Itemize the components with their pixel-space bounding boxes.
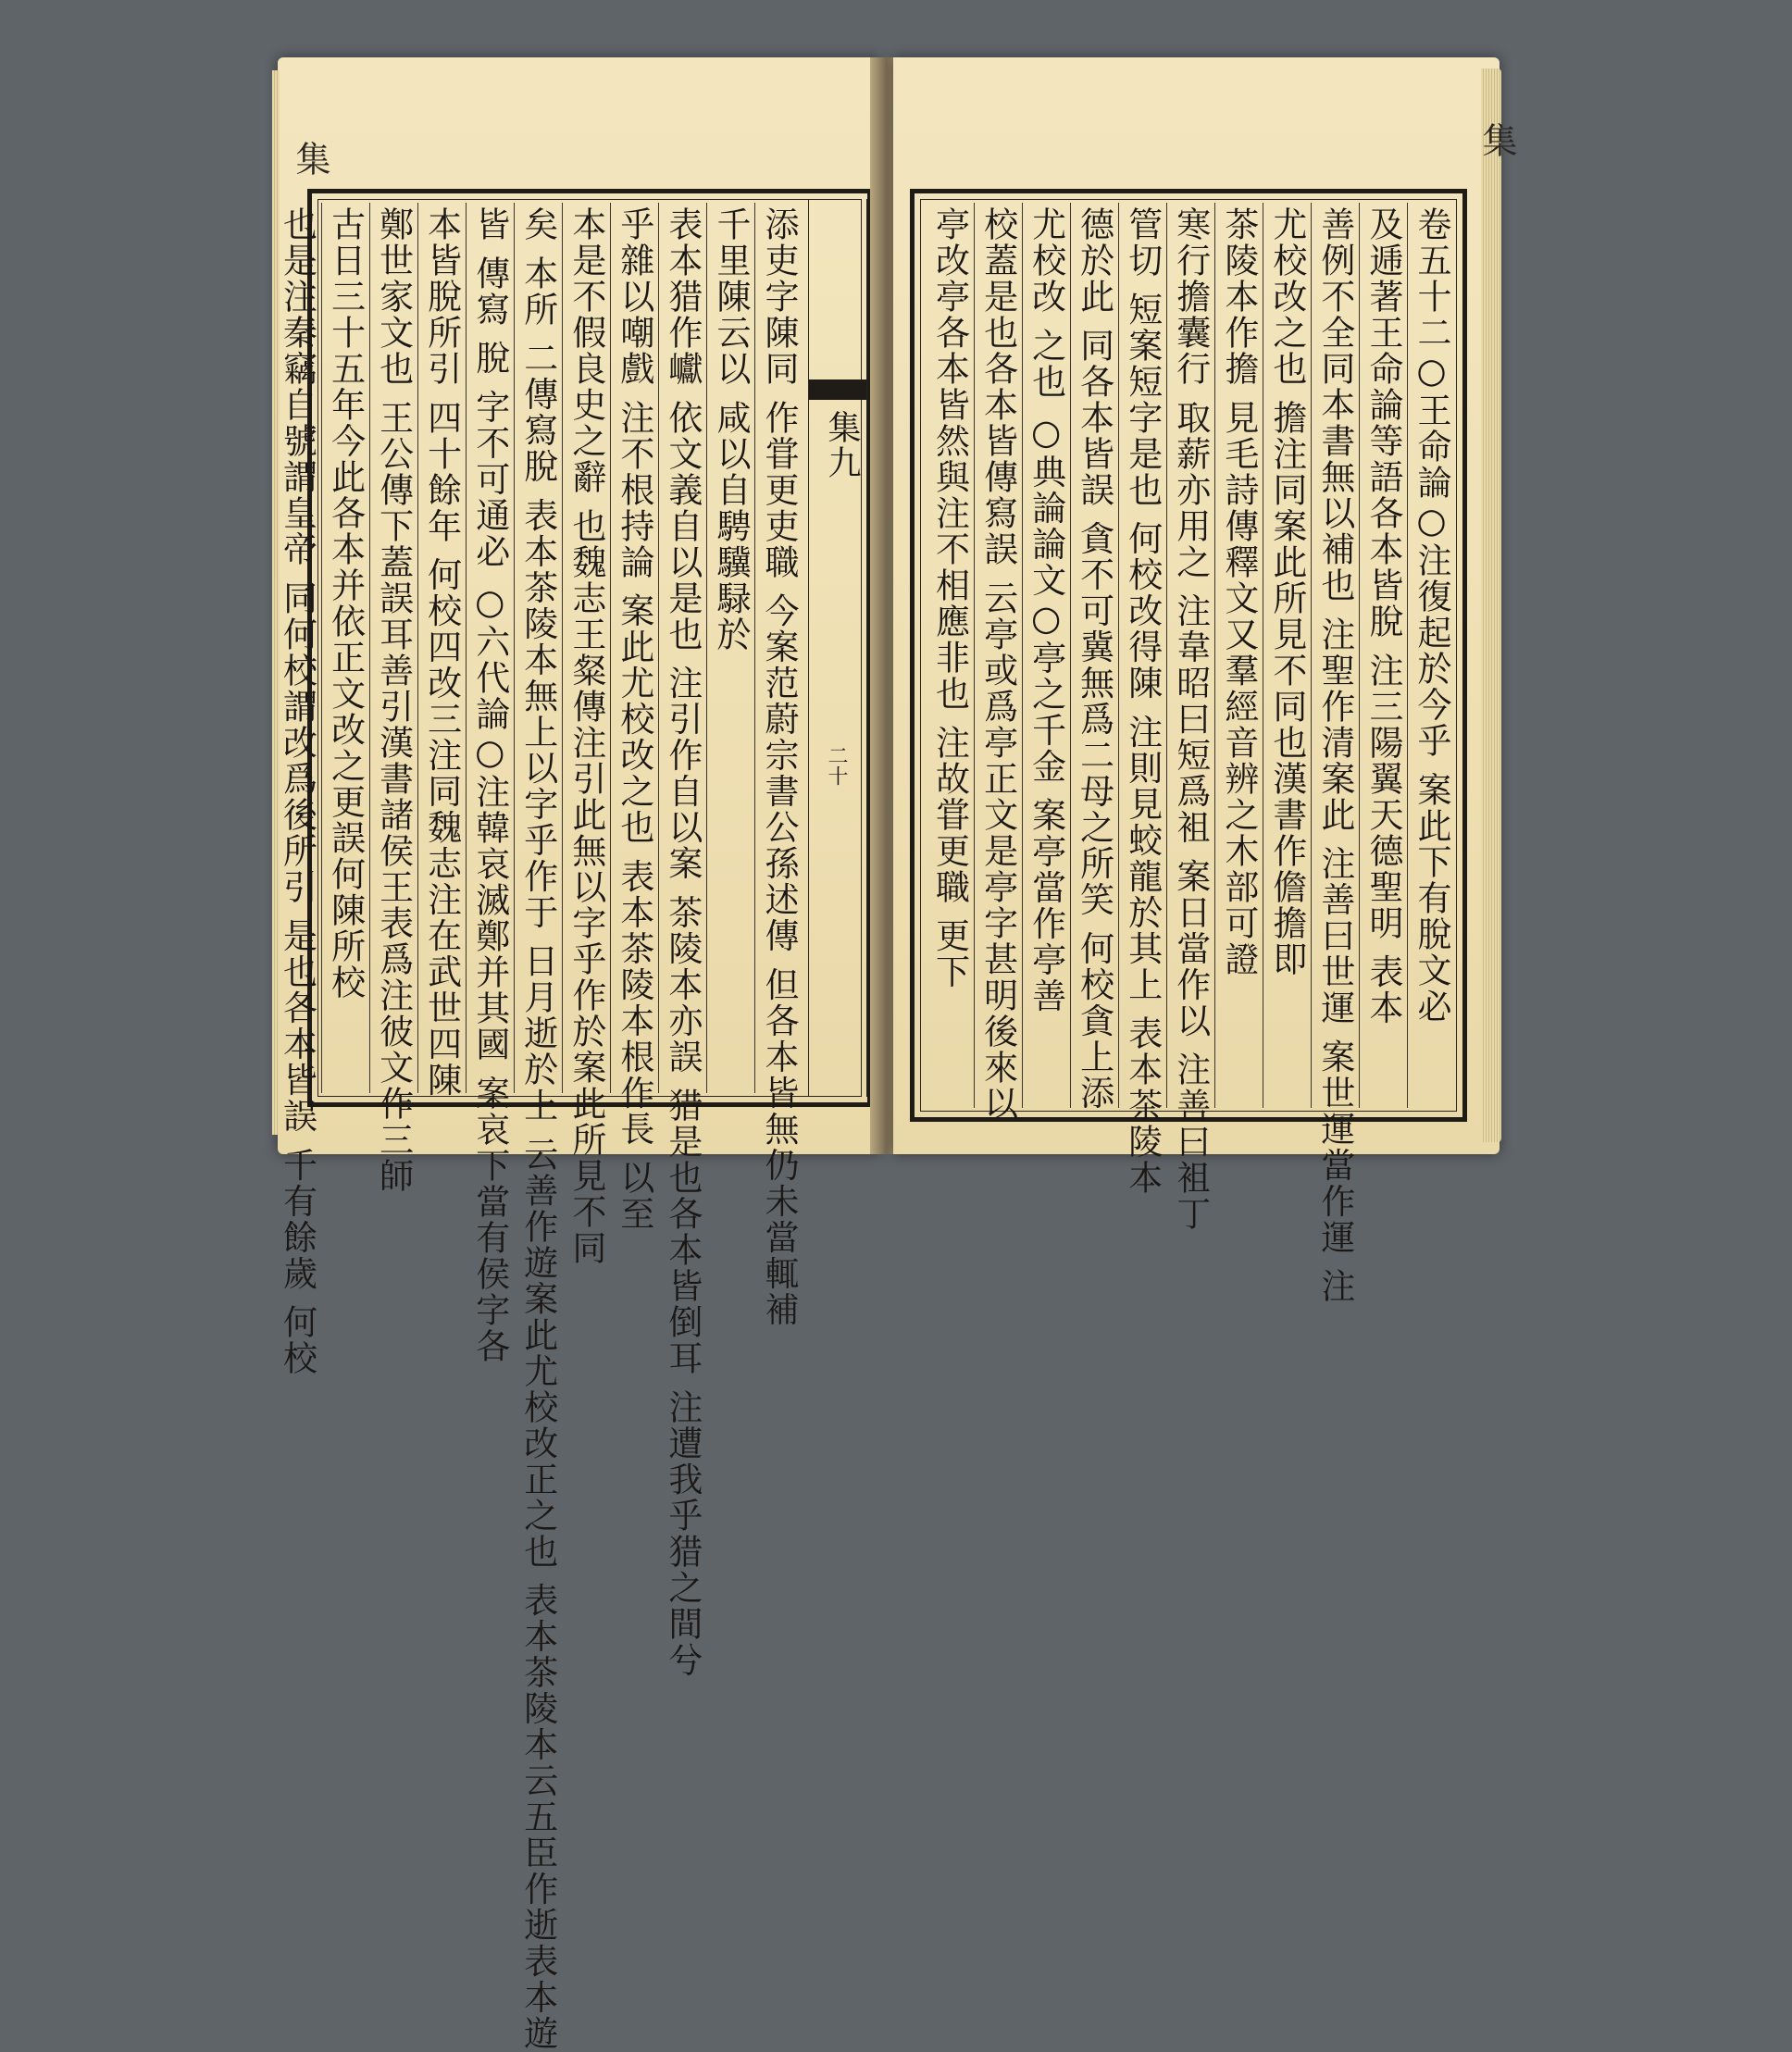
text-column: 也是注秦竊自號謂皇帝 同何校謂改爲後所引 是也各本皆誤 千有餘歲 何校 bbox=[277, 206, 317, 1377]
right-text-columns bbox=[922, 203, 1455, 1305]
banxin-page-number: 二十 bbox=[825, 745, 848, 786]
right-page-edge bbox=[1481, 68, 1501, 1142]
text-column: 本皆脫所引 四十餘年 何校四改三注同魏志注在武世四陳 bbox=[417, 203, 466, 1093]
text-column: 茶陵本作擔 見毛詩傳釋文又羣經音辨之木部可證 bbox=[1214, 203, 1263, 1108]
text-column: 千里陳云以 咸以自騁驥騄於 bbox=[706, 203, 754, 1093]
text-column: 古日三十五年今此各本并依正文改之更誤何陳所校 bbox=[321, 203, 369, 1093]
text-column: 尤校改 之也 ○典論論文○亭之千金 案亭當作亭善 bbox=[1022, 203, 1070, 1108]
text-column: 及逓著王命論等語各本皆脫 注三陽翼天德聖明 表本 bbox=[1359, 203, 1407, 1108]
open-book bbox=[277, 57, 1517, 2052]
center-fold-margin bbox=[808, 199, 867, 1097]
text-column: 表本猎作巘 依文義自以是也 注引作自以案 茶陵本亦誤 猎是也各本皆倒耳 注遭我乎猎之間兮 bbox=[658, 203, 706, 1093]
text-column: 鄭世家文也 王公傳下蓋誤耳善引漢書諸侯王表爲注彼文作三師 bbox=[369, 203, 417, 1093]
text-column: 德於此 同各本皆誤 貪不可冀無爲二母之所笑 何校貪上添 bbox=[1070, 203, 1118, 1108]
right-text-frame bbox=[910, 189, 1467, 1305]
left-margin-fragment: 集 bbox=[290, 141, 330, 176]
left-page bbox=[277, 57, 879, 2052]
right-page bbox=[893, 57, 1500, 1305]
text-column: 寒行擔囊行 取薪亦用之 注韋昭曰短爲袓 案日當作以 注善曰袓丁 bbox=[1166, 203, 1214, 1108]
text-column: 添吏字陳同 作甞更吏職 今案范蔚宗書公孫述傳 但各本皆無仍未當輒補 bbox=[754, 203, 803, 1093]
text-column: 本是不假良史之辭 也魏志王粲傳注引此無以字乎作於案此所見不同 bbox=[562, 203, 610, 1093]
text-column: 卷五十二○王命論○注復起於今乎 案此下有脫文必 bbox=[1407, 203, 1455, 1108]
right-margin-fragment: 集 bbox=[1476, 122, 1517, 157]
text-column: 善例不全同本書無以補也 注聖作清案此 注善曰世運 案世運當作運 注 bbox=[1311, 203, 1359, 1108]
text-column: 管切 短案短字是也 何校改得陳 注則見蛟龍於其上 表本茶陵本 bbox=[1118, 203, 1166, 1108]
text-column: 皆 傳寫 脫 字不可通必 ○六代論○注韓哀滅鄭并其國 案哀下當有侯字各 bbox=[466, 203, 514, 1093]
text-column: 尤校改之也 擔注同案此所見不同也漢書作儋擔即 bbox=[1263, 203, 1311, 1108]
text-column: 乎雜以嘲戲 注不根持論 案此尤校改之也 表本茶陵本根作長 以至 bbox=[610, 203, 658, 1093]
banxin-title: 集九 bbox=[823, 410, 861, 480]
text-column: 亭改亭各本皆然與注不相應非也 注故甞更職 更下 bbox=[929, 206, 970, 990]
text-column: 矣 本所 二傳寫脫 表本茶陵本無上以字乎作于 日月逝於上 云善作遊案此尤校改正之也 表本茶陵本云五臣作逝表本遊 bbox=[514, 203, 562, 1093]
fishtail-mark bbox=[809, 379, 866, 400]
text-column: 校蓋是也各本皆傳寫誤 云亭或爲亭正文是亭字甚明後來以 bbox=[974, 203, 1022, 1108]
left-text-frame bbox=[277, 189, 872, 2052]
left-text-columns bbox=[277, 203, 803, 2052]
